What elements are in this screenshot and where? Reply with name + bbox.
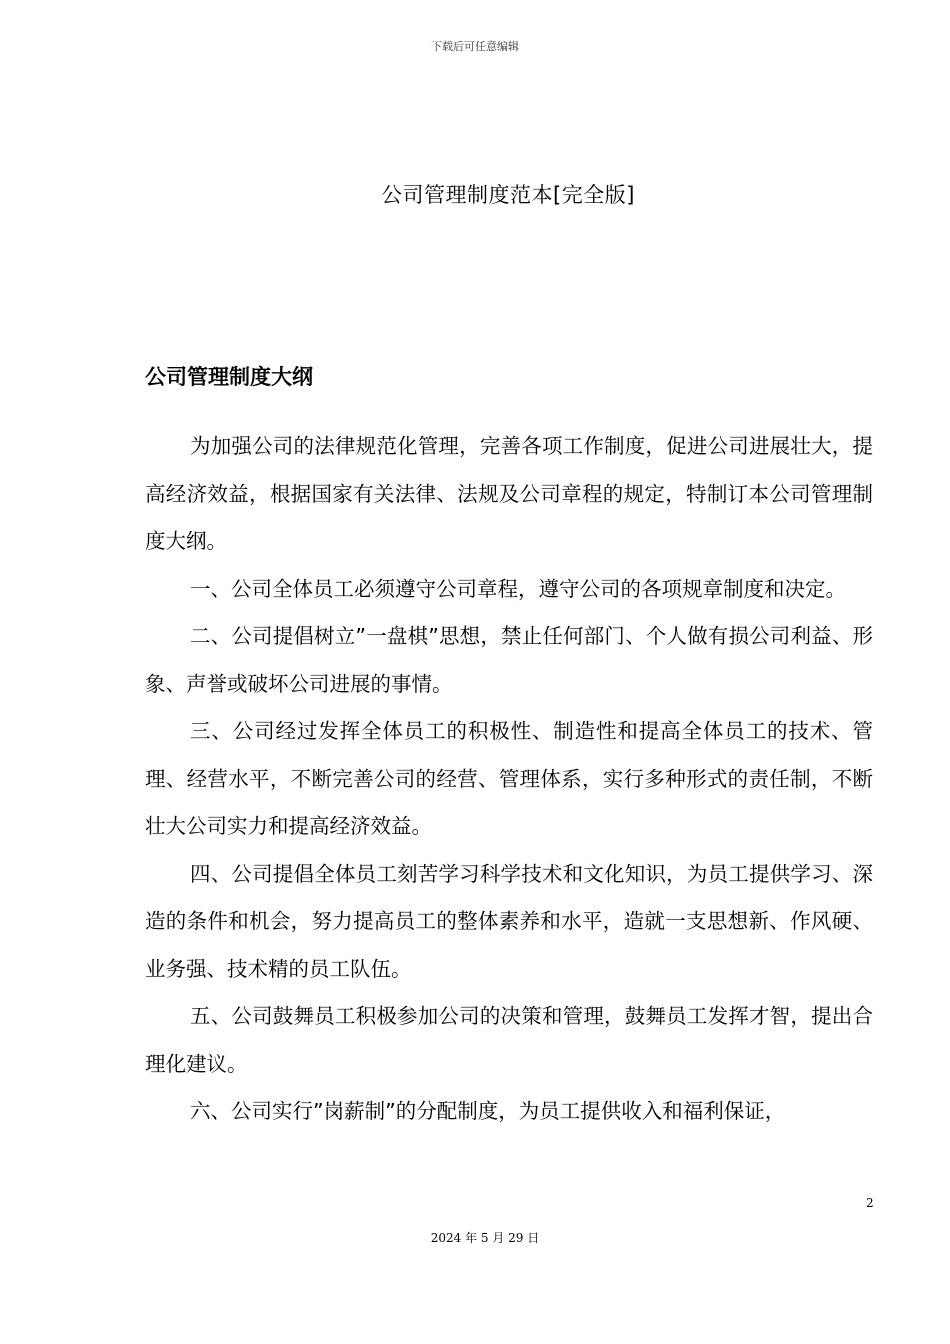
paragraph-6: 六、公司实行”岗薪制”的分配制度，为员工提供收入和福利保证， [190, 1099, 786, 1123]
paragraph-5: 五、公司鼓舞员工积极参加公司的决策和管理，鼓舞员工发挥才智，提出合理化建议。 [145, 1004, 873, 1076]
paragraph-4: 四、公司提倡全体员工刻苦学习科学技术和文化知识，为员工提供学习、深造的条件和机会，努力提高员工的整体素养和水平，造就一支思想新、作风硬、业务强、技术精的员工队伍。 [145, 861, 873, 981]
footer-date: 2024 年 5 月 29 日 [430, 1231, 540, 1245]
document-title: 公司管理制度范本[完全版] [381, 183, 635, 207]
section-title: 公司管理制度大纲 [145, 365, 313, 389]
paragraph-1: 一、公司全体员工必须遵守公司章程，遵守公司的各项规章制度和决定。 [190, 576, 846, 601]
header-note: 下载后可任意编辑 [431, 40, 519, 53]
paragraph-2: 二、公司提倡树立”一盘棋”思想，禁止任何部门、个人做有损公司利益、形象、声誉或破坏公司进展的事情。 [145, 624, 873, 696]
page-number: 2 [866, 1196, 874, 1210]
paragraph-3: 三、公司经过发挥全体员工的积极性、制造性和提高全体员工的技术、管理、经营水平，不断完善公司的经营、管理体系，实行多种形式的责任制，不断壮大公司实力和提高经济效益。 [145, 719, 873, 838]
body-text [145, 423, 873, 1136]
paragraph-intro: 为加强公司的法律规范化管理，完善各项工作制度，促进公司进展壮大，提高经济效益，根据国家有关法律、法规及公司章程的规定，特制订本公司管理制度大纲。 [145, 434, 873, 553]
